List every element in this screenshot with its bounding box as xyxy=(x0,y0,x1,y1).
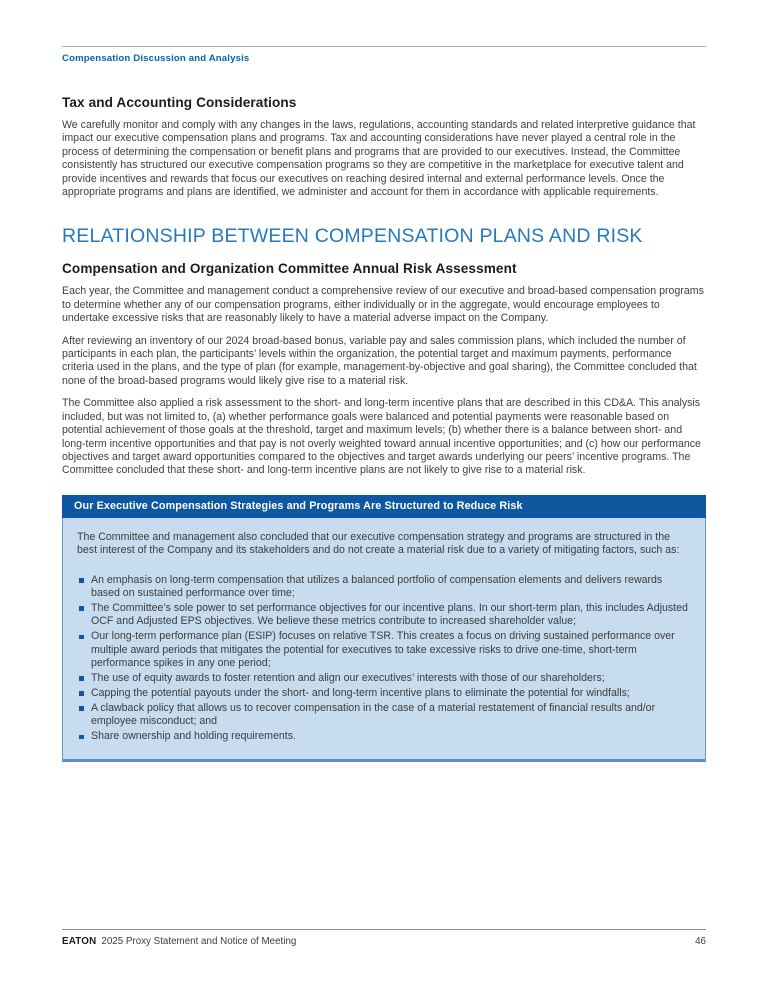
footer-text: 2025 Proxy Statement and Notice of Meeting xyxy=(101,936,297,947)
risk-box-body xyxy=(62,518,706,762)
list-item: The Committee’s sole power to set performance objectives for our incentive plans. In our short-term plan, this includes Adjusted OCF and Adjusted EPS objectives. We believe these metrics contribute to increased shareholder value; xyxy=(79,602,689,629)
header-rule xyxy=(62,46,706,47)
risk-box-intro: The Committee and management also concluded that our executive compensation strategy and programs are structured in the best interest of the Company and its stakeholders and do not create a material risk due to a variety of mitigating factors, such as: xyxy=(77,530,680,557)
risk-mitigation-list xyxy=(77,574,689,744)
risk-section-heading: RELATIONSHIP BETWEEN COMPENSATION PLANS AND RISK xyxy=(62,225,643,248)
page-number: 46 xyxy=(695,936,706,947)
risk-mitigation-box xyxy=(62,495,706,762)
list-item: Share ownership and holding requirements. xyxy=(79,730,689,743)
tax-section-heading: Tax and Accounting Considerations xyxy=(62,95,297,110)
list-item: The use of equity awards to foster retention and align our executives’ interests with those of our shareholders; xyxy=(79,672,689,685)
list-item: Our long-term performance plan (ESIP) focuses on relative TSR. This creates a focus on driving sustained performance over multiple award periods that mitigates the potential for executives to take excessive risks to drive one-time, short-term performance spikes in any one period; xyxy=(79,630,689,670)
page-footer xyxy=(62,929,706,947)
list-item: An emphasis on long-term compensation that utilizes a balanced portfolio of compensation elements and delivers rewards based on sustained performance over time; xyxy=(79,574,689,601)
footer-brand: EATON xyxy=(62,936,97,947)
list-item: A clawback policy that allows us to recover compensation in the case of a material restatement of financial results and/or employee misconduct; and xyxy=(79,702,689,729)
footer-title xyxy=(62,936,296,947)
risk-paragraph-1: Each year, the Committee and management conduct a comprehensive review of our executive and broad-based compensation programs to determine whether any of our compensation programs, either individually or in the aggregate, would encourage employees to undertake excessive risks that are reasonably likely to have a material adverse impact on the Company. xyxy=(62,285,704,325)
risk-assessment-subheading: Compensation and Organization Committee Annual Risk Assessment xyxy=(62,261,517,277)
risk-paragraph-2: After reviewing an inventory of our 2024 broad-based bonus, variable pay and sales commission plans, which included the number of participants in each plan, the participants’ levels within the organization, the potential target and maximum payments, performance criteria used in the plans, and the type of plan (for example, management-by-objective and goal sharing), the Committee concluded that none of the broad-based programs would likely give rise to a material risk. xyxy=(62,334,697,387)
list-item: Capping the potential payouts under the short- and long-term incentive plans to eliminate the potential for windfalls; xyxy=(79,687,689,700)
breadcrumb: Compensation Discussion and Analysis xyxy=(62,53,250,64)
risk-paragraph-3: The Committee also applied a risk assessment to the short- and long-term incentive plans that are described in this CD&A. This analysis included, but was not limited to, (a) whether performance goals were balanced and potential payments were reasonable based on potential achievement of those goals at the threshold, target and maximum levels; (b) whether there is a balance between short- and long-term incentive opportunities and that pay is not overly weighted toward annual incentive opportunities; and (c) how our performance objectives and target award opportunities compared to the objectives and target awards underlying our peers’ incentive programs. The Committee concluded that these short- and long-term incentive plans are not likely to give rise to a material risk. xyxy=(62,397,701,477)
risk-box-title: Our Executive Compensation Strategies and Programs Are Structured to Reduce Risk xyxy=(62,495,706,518)
tax-section-paragraph: We carefully monitor and comply with any changes in the laws, regulations, accounting standards and related interpretive guidance that impact our executive compensation plans and programs. Tax and accounting considerations have never played a central role in the process of determining the compensation or benefit plans and programs that are provided to our executives. Instead, the Committee consistently has structured our executive compensation programs so they are competitive in the marketplace for executive talent and provide incentives and rewards that focus our executives on reaching desired internal and external performance levels. Once the appropriate programs and plans are identified, we administer and account for them in accordance with applicable requirements. xyxy=(62,119,696,199)
